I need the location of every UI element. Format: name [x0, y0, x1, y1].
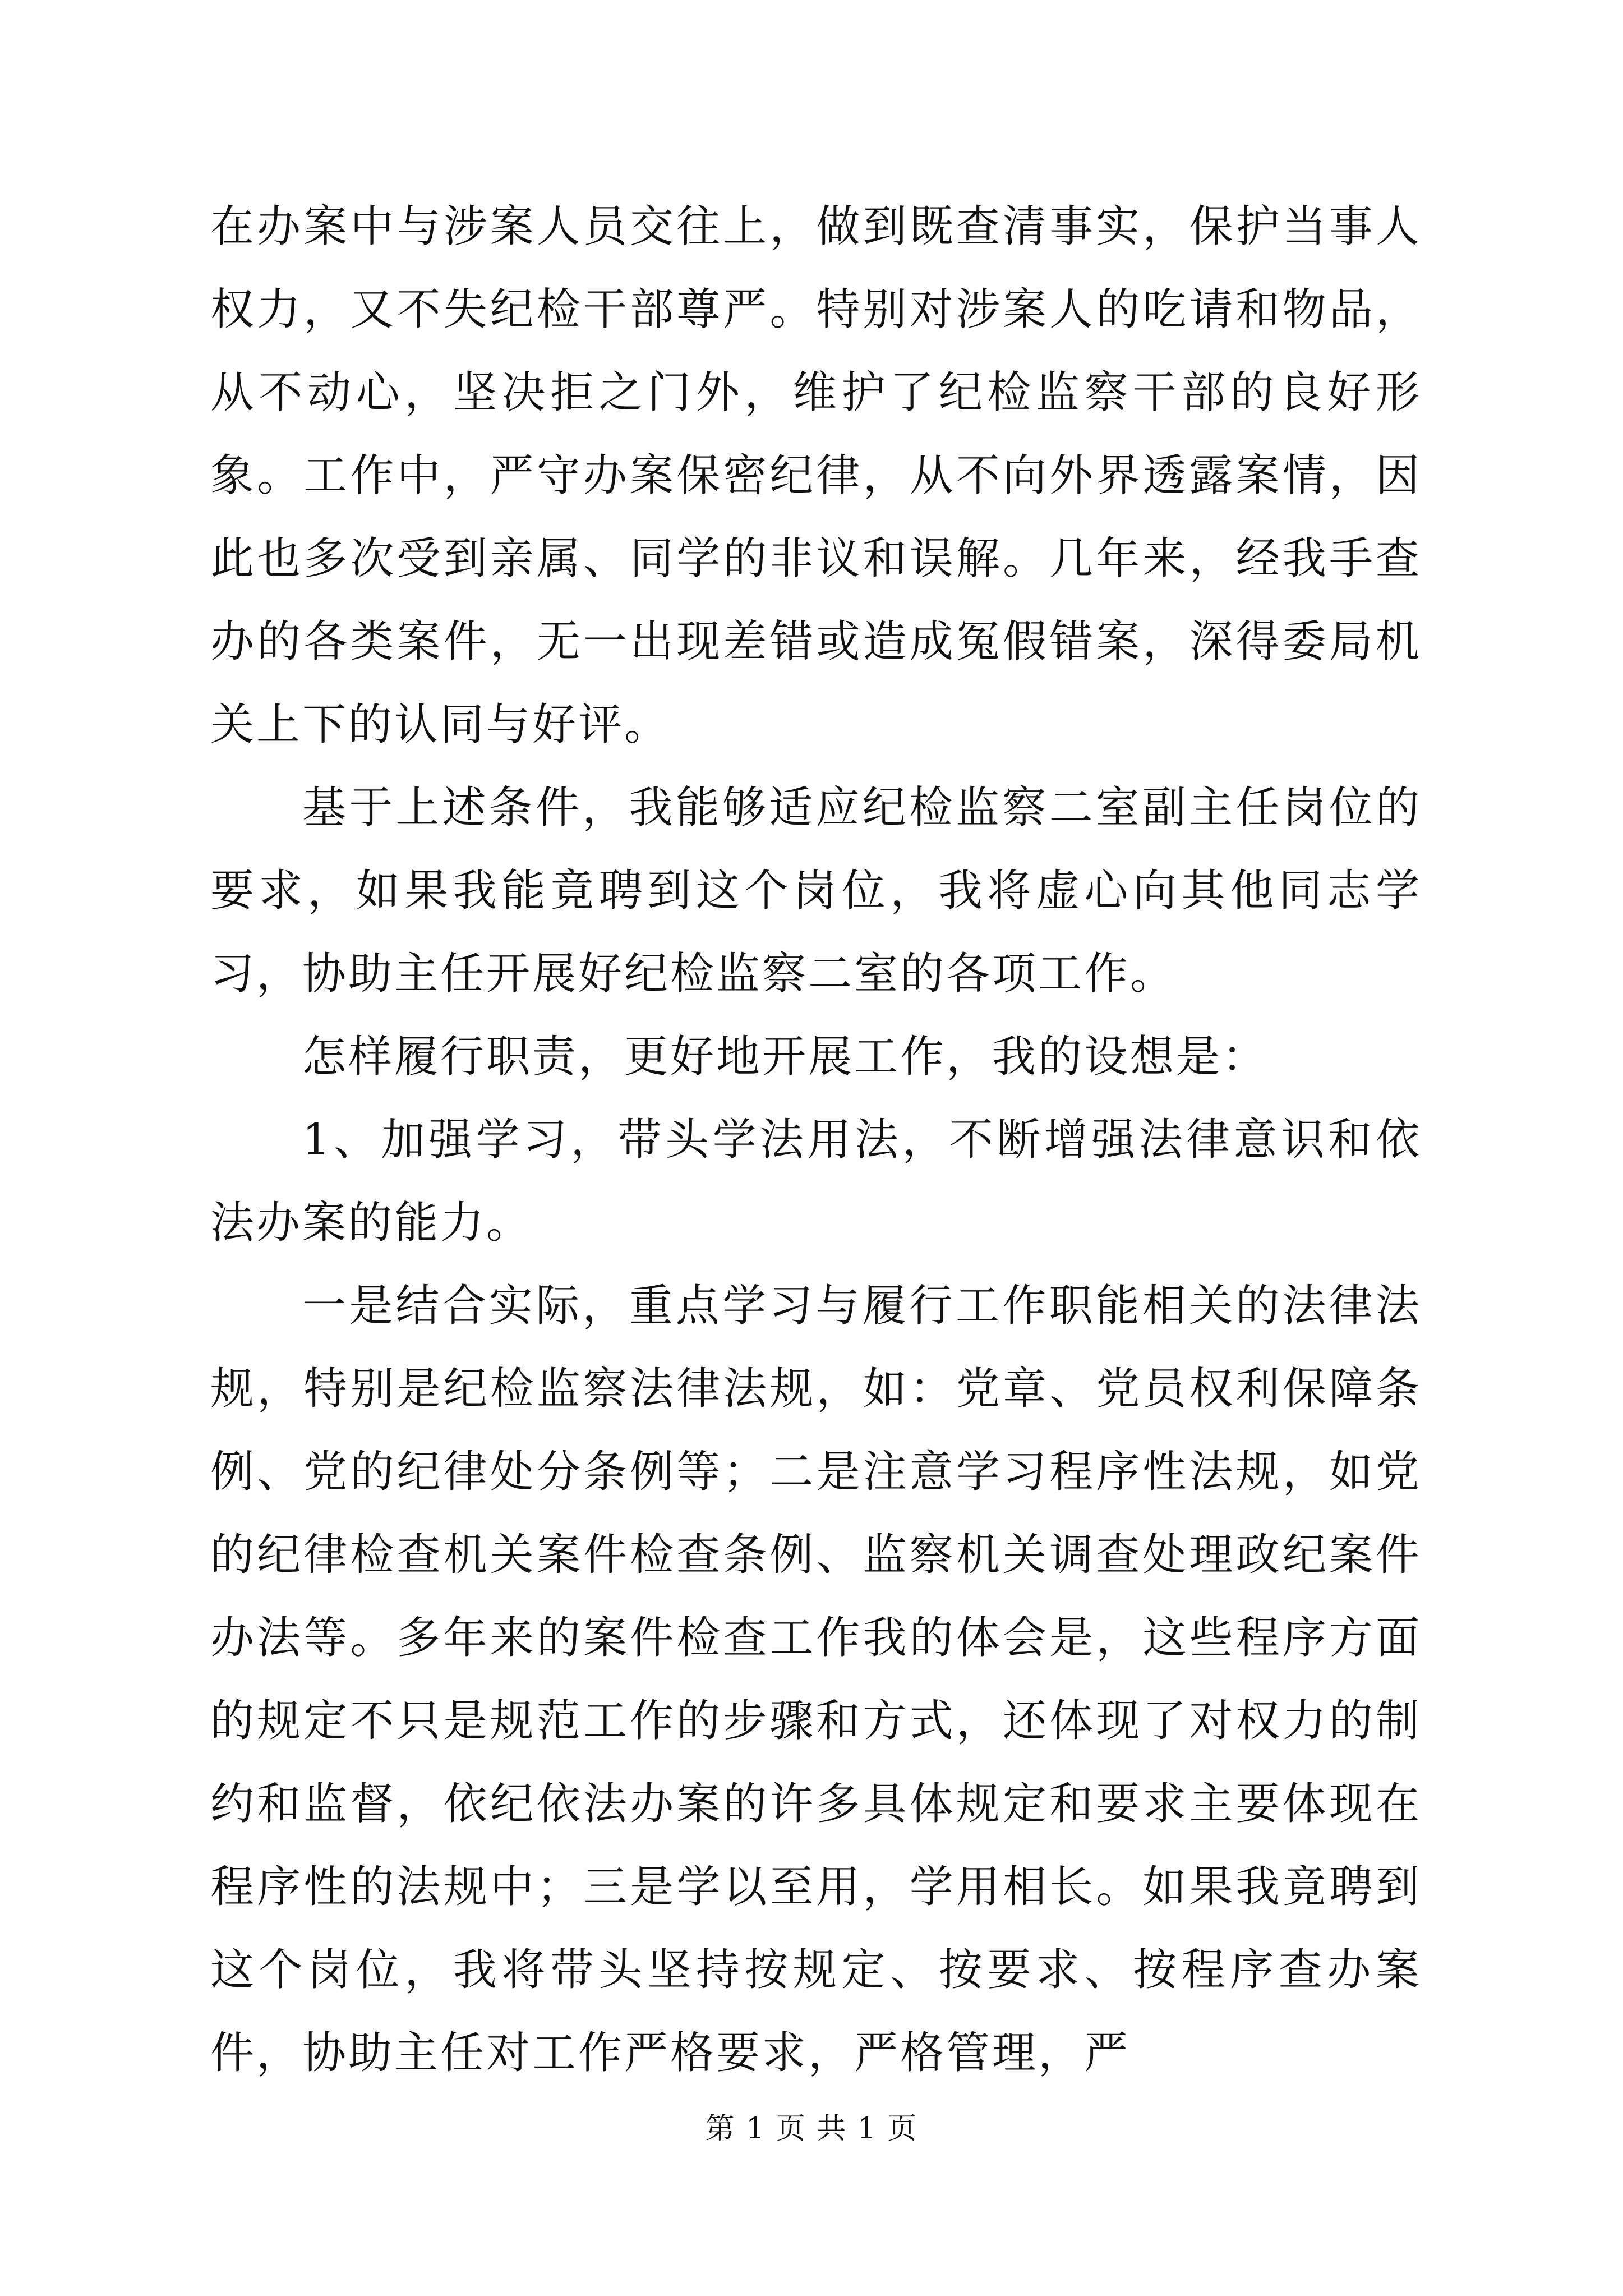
paragraph-4: 1、加强学习，带头学法用法，不断增强法律意识和依法办案的能力。: [210, 1115, 1422, 1248]
document-body: [210, 185, 1422, 2095]
paragraph-2: 基于上述条件，我能够适应纪检监察二室副主任岗位的要求，如果我能竟聘到这个岗位，我将虚心向其他同志学习，协助主任开展好纪检监察二室的各项工作。: [210, 783, 1422, 999]
paragraph-1: 在办案中与涉案人员交往上，做到既查清事实，保护当事人权力，又不失纪检干部尊严。特别对涉案人的吃请和物品，从不动心，坚决拒之门外，维护了纪检监察干部的良好形象。工作中，严守办案保密纪律，从不向外界透露案情，因此也多次受到亲属、同学的非议和误解。几年来，经我手查办的各类案件，无一出现差错或造成冤假错案，深得委局机关上下的认同与好评。: [210, 201, 1422, 750]
paragraph-3: 怎样履行职责，更好地开展工作，我的设想是：: [302, 1032, 1269, 1082]
page-footer: 第 1 页 共 1 页: [705, 2112, 918, 2146]
paragraph-5: 一是结合实际，重点学习与履行工作职能相关的法律法规，特别是纪检监察法律法规，如：党章、党员权利保障条例、党的纪律处分条例等；二是注意学习程序性法规，如党的纪律检查机关案件检查条例、监察机关调查处理政纪案件办法等。多年来的案件检查工作我的体会是，这些程序方面的规定不只是规范工作的步骤和方式，还体现了对权力的制约和监督，依纪依法办案的许多具体规定和要求主要体现在程序性的法规中；三是学以至用，学用相长。如果我竟聘到这个岗位，我将带头坚持按规定、按要求、按程序查办案件，协助主任对工作严格要求，严格管理，严: [210, 1281, 1422, 2078]
